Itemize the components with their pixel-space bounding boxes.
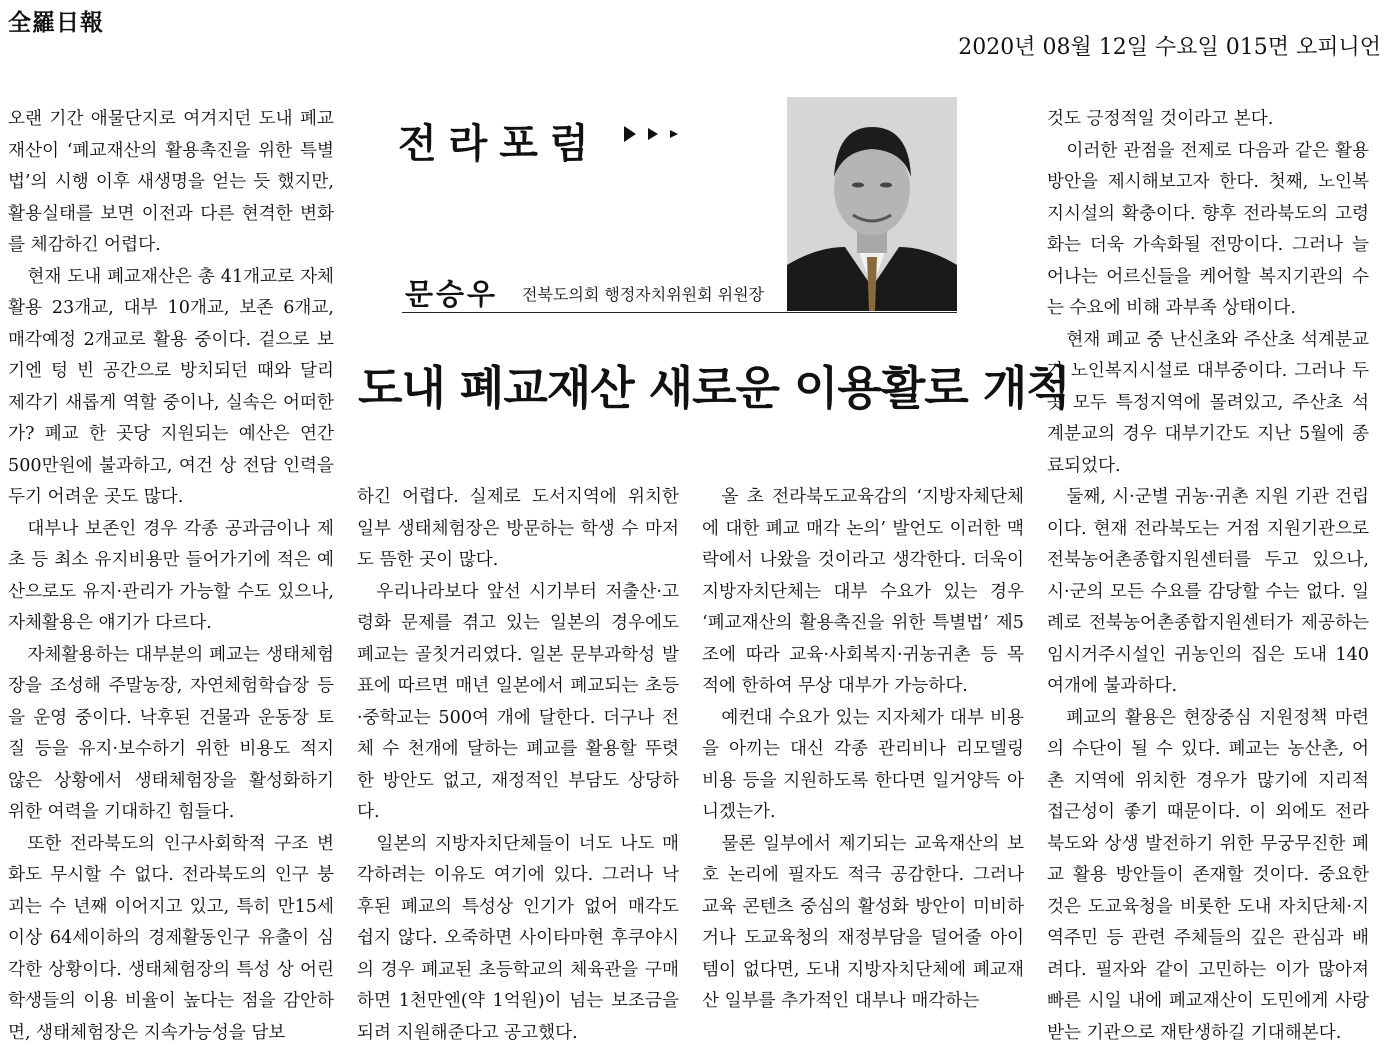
newspaper-masthead: 全羅日報 (8, 4, 104, 37)
paragraph: 현재 도내 폐교재산은 총 41개교로 자체활용 23개교, 대부 10개교, 보존 6개교, 매각예정 2개교로 활용 중이다. 겉으로 보기엔 텅 빈 공간으로 방치되던 때와 달리 제각기 새롭게 역할 중이나, 실속은 어떠한가? 폐교 한 곳당 지원되는 예산은 연간 500만원에 불과하고, 여건 상 전담 인력을 두기 어려운 곳도 많다. (8, 262, 334, 514)
article-column-1 (8, 104, 334, 1049)
divider (402, 312, 957, 313)
paragraph: 우리나라보다 앞선 시기부터 저출산·고령화 문제를 겪고 있는 일본의 경우에도 폐교는 골칫거리였다. 일본 문부과학성 발표에 따르면 매년 일본에서 폐교되는 초등·중학교는 500여 개에 달한다. 더구나 전체 수 천개에 달하는 폐교를 활용할 뚜렷한 방안도 없고, 재정적인 부담도 상당하다. (357, 577, 679, 829)
author-name: 문승우 (405, 272, 498, 313)
author-title: 전북도의회 행정자치위원회 위원장 (522, 282, 764, 305)
paragraph: 둘째, 시·군별 귀농·귀촌 지원 기관 건립이다. 현재 전라북도는 거점 지원기관으로 전북농어촌종합지원센터를 두고 있으나, 시·군의 모든 수요를 감당할 수는 없다. 일례로 전북농어촌종합지원센터가 제공하는 임시거주시설인 귀농인의 집은 도내 140여개에 불과하다. (1047, 482, 1369, 703)
article-column-2 (357, 482, 679, 1049)
column-label: 전라포럼 (398, 112, 601, 169)
paragraph: 예컨대 수요가 있는 지자체가 대부 비용을 아끼는 대신 각종 관리비나 리모델링 비용 등을 지원하도록 한다면 일거양득 아니겠는가. (702, 703, 1024, 829)
paragraph: 것도 긍정적일 것이라고 본다. (1047, 104, 1369, 136)
arrow-icon (624, 124, 690, 144)
paragraph: 물론 일부에서 제기되는 교육재산의 보호 논리에 필자도 적극 공감한다. 그러나 교육 콘텐츠 중심의 활성화 방안이 미비하거나 도교육청의 재정부담을 덜어줄 아이템이 없다면, 도내 지방자치단체에 폐교재산 일부를 추가적인 대부나 매각하는 (702, 829, 1024, 1018)
paragraph: 일본의 지방자치단체들이 너도 나도 매각하려는 이유도 여기에 있다. 그러나 낙후된 폐교의 특성상 인기가 없어 매각도 쉽지 않다. 오죽하면 사이타마현 후쿠야시의 경우 폐교된 초등학교의 체육관을 구매하면 1천만엔(약 1억원)이 넘는 보조금을 되려 지원해준다고 공고했다. (357, 829, 679, 1049)
paragraph: 이러한 관점을 전제로 다음과 같은 활용방안을 제시해보고자 한다. 첫째, 노인복지시설의 확충이다. 향후 전라북도의 고령화는 더욱 가속화될 전망이다. 그러나 늘어나는 어르신들을 케어할 복지기관의 수는 수요에 비해 과부족 상태이다. (1047, 136, 1369, 325)
paragraph: 올 초 전라북도교육감의 ‘지방자체단체에 대한 폐교 매각 논의’ 발언도 이러한 맥락에서 나왔을 것이라고 생각한다. 더욱이 지방자치단체는 대부 수요가 있는 경우 ‘폐교재산의 활용촉진을 위한 특별법’ 제5조에 따라 교육·사회복지·귀농귀촌 등 목적에 한하여 무상 대부가 가능하다. (702, 482, 1024, 703)
dateline: 2020년 08월 12일 수요일 015면 오피니언 (958, 30, 1381, 61)
article-headline: 도내 폐교재산 새로운 이용활로 개척 (358, 352, 1070, 418)
paragraph: 오랜 기간 애물단지로 여겨지던 도내 폐교재산이 ‘폐교재산의 활용촉진을 위한 특별법’의 시행 이후 새생명을 얻는 듯 했지만, 활용실태를 보면 이전과 다른 현격한 변화를 체감하긴 어렵다. (8, 104, 334, 262)
author-photo (787, 97, 957, 311)
paragraph: 또한 전라북도의 인구사회학적 구조 변화도 무시할 수 없다. 전라북도의 인구 붕괴는 수 년째 이어지고 있고, 특히 만15세 이상 64세이하의 경제활동인구 유출이 심각한 상황이다. 생태체험장의 특성 상 어린 학생들의 이용 비율이 높다는 점을 감안하면, 생태체험장은 지속가능성을 담보 (8, 829, 334, 1049)
paragraph: 대부나 보존인 경우 각종 공과금이나 제초 등 최소 유지비용만 들어가기에 적은 예산으로도 유지·관리가 가능할 수도 있으나, 자체활용은 얘기가 다르다. (8, 514, 334, 640)
article-column-3 (702, 482, 1024, 1018)
paragraph: 자체활용하는 대부분의 폐교는 생태체험장을 조성해 주말농장, 자연체험학습장 등을 운영 중이다. 낙후된 건물과 운동장 토질 등을 유지·보수하기 위한 비용도 적지 않은 상황에서 생태체험장을 활성화하기 위한 여력을 기대하긴 힘들다. (8, 640, 334, 829)
paragraph: 폐교의 활용은 현장중심 지원정책 마련의 수단이 될 수 있다. 폐교는 농산촌, 어촌 지역에 위치한 경우가 많기에 지리적 접근성이 좋기 때문이다. 이 외에도 전라북도와 상생 발전하기 위한 무궁무진한 폐교 활용 방안들이 존재할 것이다. 중요한 것은 도교육청을 비롯한 도내 자치단체·지역주민 등 관련 주체들의 깊은 관심과 배려다. 필자와 같이 고민하는 이가 많아져 빠른 시일 내에 폐교재산이 도민에게 사랑받는 기관으로 재탄생하길 기대해본다. (1047, 703, 1369, 1049)
paragraph: 하긴 어렵다. 실제로 도서지역에 위치한 일부 생태체험장은 방문하는 학생 수 마저도 뜸한 곳이 많다. (357, 482, 679, 577)
article-column-4 (1047, 104, 1369, 1049)
paragraph: 현재 폐교 중 난신초와 주산초 석계분교가 노인복지시설로 대부중이다. 그러나 두 곳 모두 특정지역에 몰려있고, 주산초 석계분교의 경우 대부기간도 지난 5월에 종료되었다. (1047, 325, 1369, 483)
